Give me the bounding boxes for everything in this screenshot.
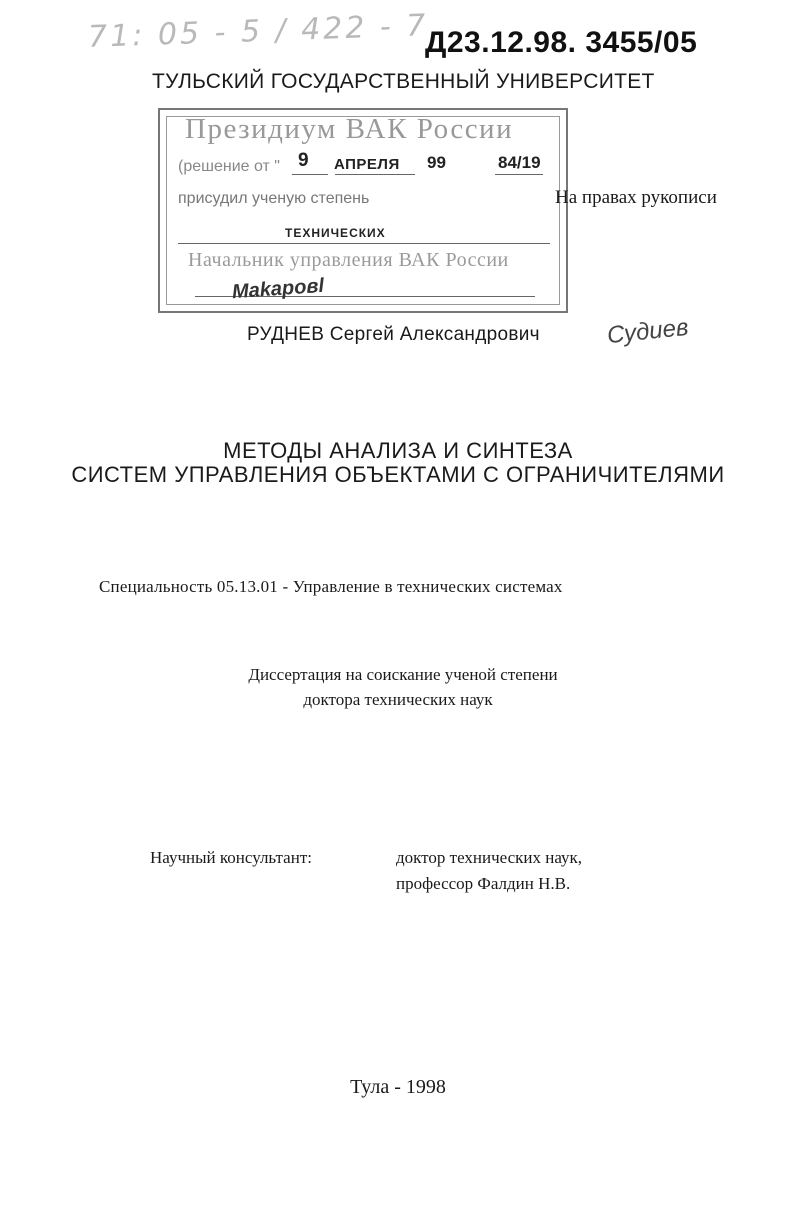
stamp-awarded-degree-text: присудил ученую степень bbox=[178, 190, 370, 207]
stamp-number-underline bbox=[495, 174, 543, 175]
stamp-day-underline bbox=[292, 174, 328, 175]
stamp-month: АПРЕЛЯ bbox=[334, 156, 400, 173]
dissertation-degree-line-2: доктора технических наук bbox=[303, 690, 493, 709]
thesis-title-line-2: СИСТЕМ УПРАВЛЕНИЯ ОБЪЕКТАМИ С ОГРАНИЧИТЕЛЯМИ bbox=[71, 462, 725, 487]
scientific-adviser-label: Научный консультант: bbox=[150, 848, 312, 867]
city-and-year: Тула - 1998 bbox=[350, 1076, 446, 1098]
speciality: Специальность 05.13.01 - Управление в технических системах bbox=[99, 577, 563, 596]
stamp-head-of-department: Начальник управления ВАК России bbox=[188, 249, 509, 271]
stamp-decision-number: 84/19 bbox=[498, 153, 541, 172]
stamp-decision-prefix: (решение от " bbox=[178, 158, 280, 175]
scientific-adviser-name: профессор Фалдин Н.В. bbox=[396, 874, 571, 893]
stamp-decision-text bbox=[178, 158, 280, 176]
registration-number: Д23.12.98. 3455/05 bbox=[425, 26, 698, 59]
university-name: ТУЛЬСКИЙ ГОСУДАРСТВЕННЫЙ УНИВЕРСИТЕТ bbox=[152, 70, 655, 93]
stamp-month-underline bbox=[335, 174, 415, 175]
faint-handwritten-note: 71: 05 - 5 / 422 - 7 bbox=[87, 8, 429, 55]
stamp-presidium-title: Президиум ВАК России bbox=[185, 113, 514, 145]
manuscript-rights-note: На правах рукописи bbox=[555, 187, 717, 208]
dissertation-degree-line-1: Диссертация на соискание ученой степени bbox=[248, 665, 558, 684]
thesis-title-line-1: МЕТОДЫ АНАЛИЗА И СИНТЕЗА bbox=[223, 438, 573, 463]
stamp-day: 9 bbox=[298, 150, 309, 171]
stamp-science-field: ТЕХНИЧЕСКИХ bbox=[285, 226, 386, 240]
scientific-adviser-degree: доктор технических наук, bbox=[396, 848, 583, 867]
stamp-year: 99 bbox=[427, 153, 446, 172]
author-signature: Судиев bbox=[605, 313, 690, 350]
stamp-science-underline bbox=[178, 243, 550, 244]
stamp-signature: Makapoвl bbox=[231, 274, 325, 304]
author-name: РУДНЕВ Сергей Александрович bbox=[247, 324, 540, 345]
